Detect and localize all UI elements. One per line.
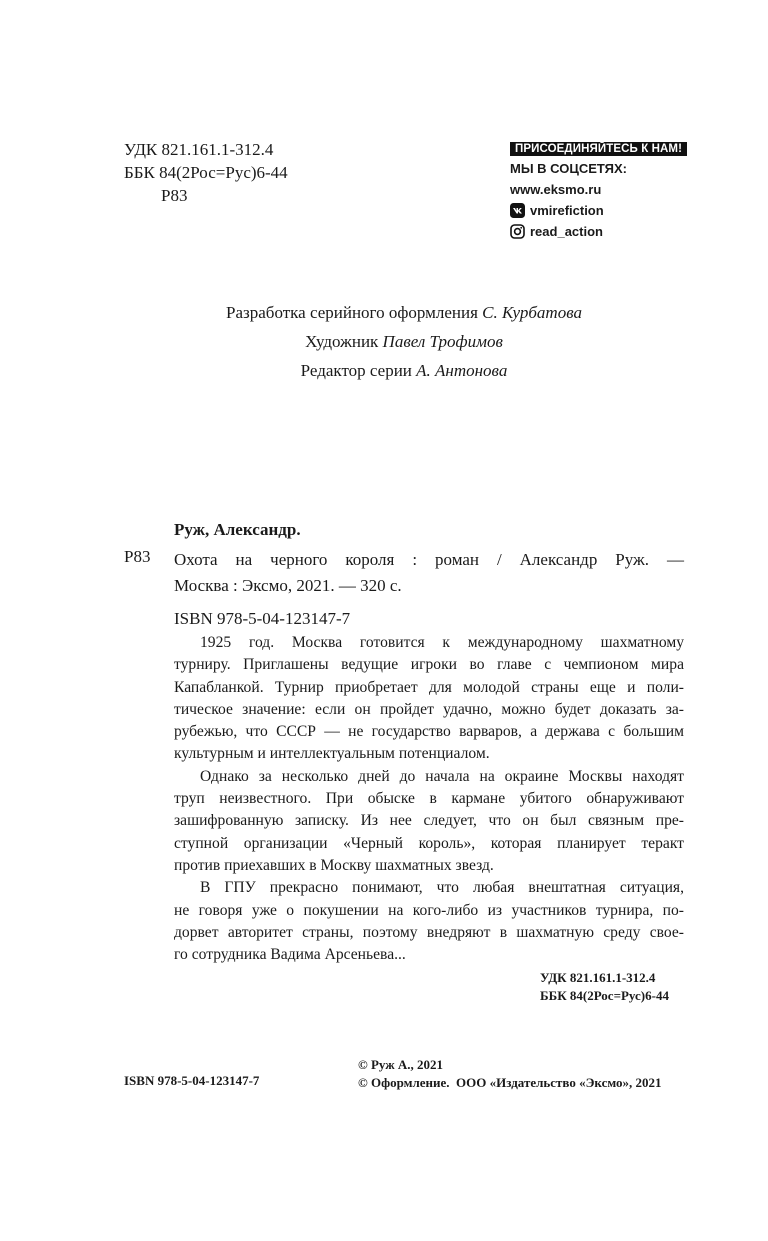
vk-icon: [510, 203, 525, 218]
website-link[interactable]: www.eksmo.ru: [510, 182, 602, 197]
social-block: [510, 140, 687, 240]
footer-udk: УДК 821.161.1-312.4: [540, 970, 656, 985]
vk-link[interactable]: [510, 202, 687, 219]
author-mark: Р83: [161, 186, 188, 205]
instagram-link[interactable]: [510, 223, 687, 240]
annotation: [174, 632, 684, 966]
design-credit: Разработка серийного оформления С. Курбатова: [226, 303, 582, 322]
bibliographic-description: [174, 547, 684, 599]
footer-bbk: ББК 84(2Рос=Рус)6-44: [540, 988, 669, 1003]
footer-classification-codes: [540, 969, 669, 1005]
udk-code: УДК 821.161.1-312.4: [124, 140, 274, 159]
instagram-icon: [510, 224, 525, 239]
instagram-label: read_action: [530, 224, 603, 239]
join-us-banner: ПРИСОЕДИНЯЙТЕСЬ К НАМ!: [510, 142, 687, 156]
footer-isbn: ISBN 978-5-04-123147-7: [124, 1073, 260, 1088]
biblio-line: Охота на черного короля : роман / Александр Руж. —: [174, 550, 684, 569]
bbk-code: ББК 84(2Рос=Рус)6-44: [124, 163, 288, 182]
catalog-author: Руж, Александр.: [174, 520, 301, 539]
catalog-code: Р83: [124, 547, 151, 566]
copyright-design: © Оформление. ООО «Издательство «Эксмо», 2021: [358, 1075, 662, 1090]
editor-name: А. Антонова: [416, 361, 508, 380]
annotation-paragraph: В ГПУ прекрасно понимают, что любая внештатная ситуация, не говоря уже о покушении на кого-либо из участников турнира, по- дорвет авторитет страны, поэтому внедряют в шахматную среду свое- го сотрудника Вадима Арсеньева...: [174, 879, 684, 964]
catalog-isbn: ISBN 978-5-04-123147-7: [174, 609, 351, 628]
artist-credit: Художник Павел Трофимов: [305, 332, 503, 351]
annotation-paragraph: 1925 год. Москва готовится к международному шахматному турниру. Приглашены ведущие игроки во главе с чемпионом мира Капабланкой. Турнир приобретает для молодой страны еще и поли- тическое значение: если он пройдет удачно, можно будет доказать за- рубежью, что СССР — не государство варваров, а держава с большим культурным и интеллектуальным потенциалом.: [174, 634, 684, 763]
copyright-author: © Руж А., 2021: [358, 1057, 444, 1072]
social-subtitle: МЫ В СОЦСЕТЯХ:: [510, 161, 628, 176]
editor-credit: Редактор серии А. Антонова: [300, 361, 508, 380]
designer-name: С. Курбатова: [482, 303, 582, 322]
annotation-paragraph: Однако за несколько дней до начала на окраине Москвы находят труп неизвестного. При обыске в кармане убитого обнаруживают зашифрованную записку. Из нее следует, что он был связным пре- ступной организации «Черный король», которая планирует теракт против приехавших в Москву шахматных звезд.: [174, 767, 684, 874]
copyright: [358, 1056, 662, 1092]
biblio-line: Москва : Эксмо, 2021. — 320 с.: [174, 576, 402, 595]
classification-codes: [124, 138, 288, 207]
artist-name: Павел Трофимов: [382, 332, 503, 351]
credits: [0, 298, 768, 385]
vk-label: vmirefiction: [530, 203, 604, 218]
